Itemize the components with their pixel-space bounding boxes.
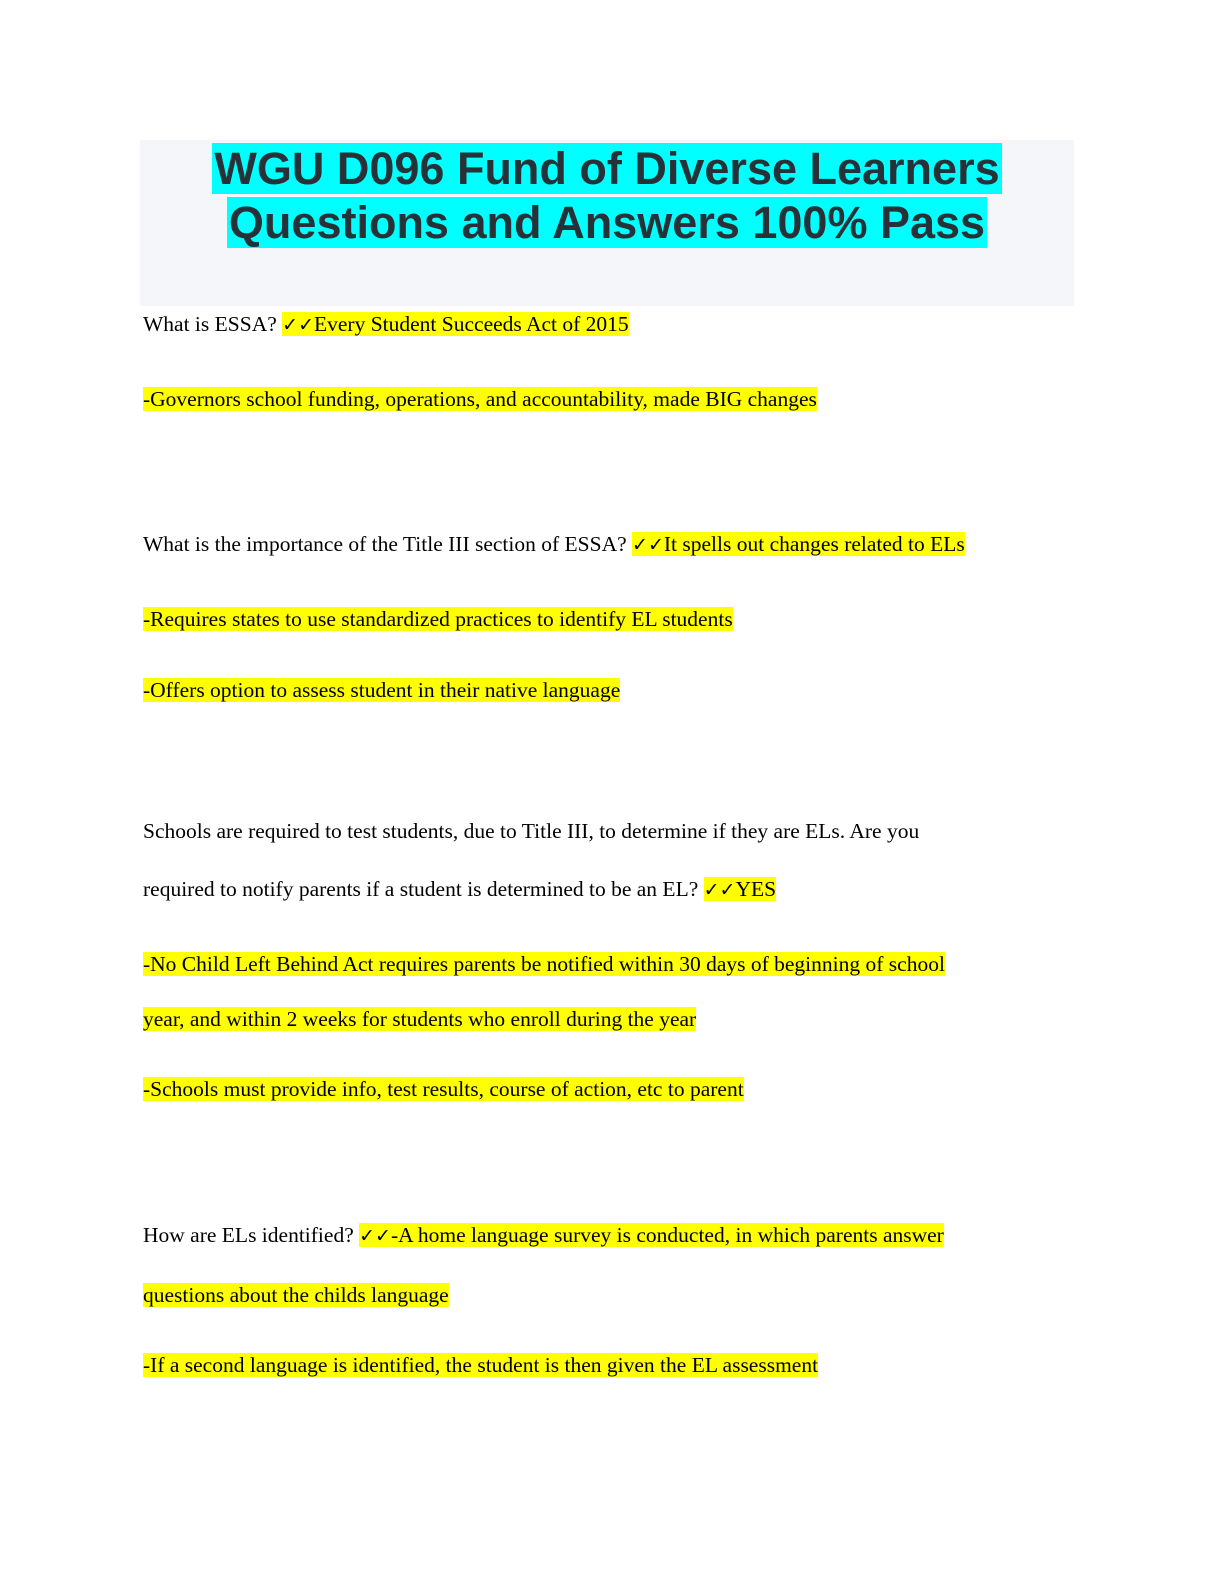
qa-4-question-line — [143, 1222, 944, 1249]
qa-2-detail-2-text: -Offers option to assess student in their native language — [143, 678, 621, 702]
qa-3-question-line-2 — [143, 876, 776, 903]
qa-4-answer — [359, 1223, 944, 1247]
title-line-1 — [140, 143, 1074, 195]
qa-3-answer-text: YES — [735, 877, 777, 901]
qa-4-question: How are ELs identified? — [143, 1223, 360, 1247]
title-line-2 — [140, 197, 1074, 249]
double-check-icon: ✓✓ — [282, 314, 314, 336]
double-check-icon: ✓✓ — [632, 534, 664, 556]
qa-1-detail-1-text: -Governors school funding, operations, and accountability, made BIG changes — [143, 387, 817, 411]
qa-3-detail-1-text: -No Child Left Behind Act requires parents be notified within 30 days of beginning of school — [143, 952, 945, 976]
qa-3-answer — [704, 877, 776, 901]
title-text-1: WGU D096 Fund of Diverse Learners — [214, 143, 1000, 194]
qa-2-answer — [632, 532, 965, 556]
qa-3-question-line-1 — [143, 818, 919, 844]
qa-3-detail-2 — [143, 1006, 696, 1032]
qa-2-detail-2 — [143, 677, 620, 703]
qa-2-detail-1 — [143, 606, 733, 632]
double-check-icon: ✓✓ — [359, 1225, 391, 1247]
qa-1-question-line — [143, 311, 629, 338]
qa-4-detail-1-text: questions about the childs language — [143, 1283, 449, 1307]
qa-4-detail-2 — [143, 1352, 818, 1378]
qa-3-question: required to notify parents if a student is determined to be an EL? — [143, 877, 704, 901]
qa-1-detail-1 — [143, 386, 817, 412]
qa-2-detail-1-text: -Requires states to use standardized practices to identify EL students — [143, 607, 733, 631]
qa-3-detail-3-text: -Schools must provide info, test results, course of action, etc to parent — [143, 1077, 744, 1101]
qa-2-answer-text: It spells out changes related to ELs — [663, 532, 965, 556]
qa-4-answer-text: -A home language survey is conducted, in which parents answer — [390, 1223, 944, 1247]
qa-2-question-line — [143, 531, 965, 558]
qa-1-answer-text: Every Student Succeeds Act of 2015 — [314, 312, 629, 336]
qa-3-detail-2-text: year, and within 2 weeks for students who enroll during the year — [143, 1007, 697, 1031]
qa-3-detail-3 — [143, 1076, 744, 1102]
qa-1-answer — [282, 312, 629, 336]
qa-4-detail-1 — [143, 1282, 449, 1308]
qa-1-question: What is ESSA? — [143, 312, 283, 336]
qa-4-detail-2-text: -If a second language is identified, the student is then given the EL assessment — [143, 1353, 819, 1377]
qa-2-question: What is the importance of the Title III section of ESSA? — [143, 532, 633, 556]
qa-3-detail-1 — [143, 951, 945, 977]
qa-3-question-part-1: Schools are required to test students, due to Title III, to determine if they are ELs. Are you — [143, 819, 920, 843]
title-text-2: Questions and Answers 100% Pass — [228, 197, 986, 248]
double-check-icon: ✓✓ — [703, 879, 736, 901]
title-banner — [140, 140, 1074, 306]
